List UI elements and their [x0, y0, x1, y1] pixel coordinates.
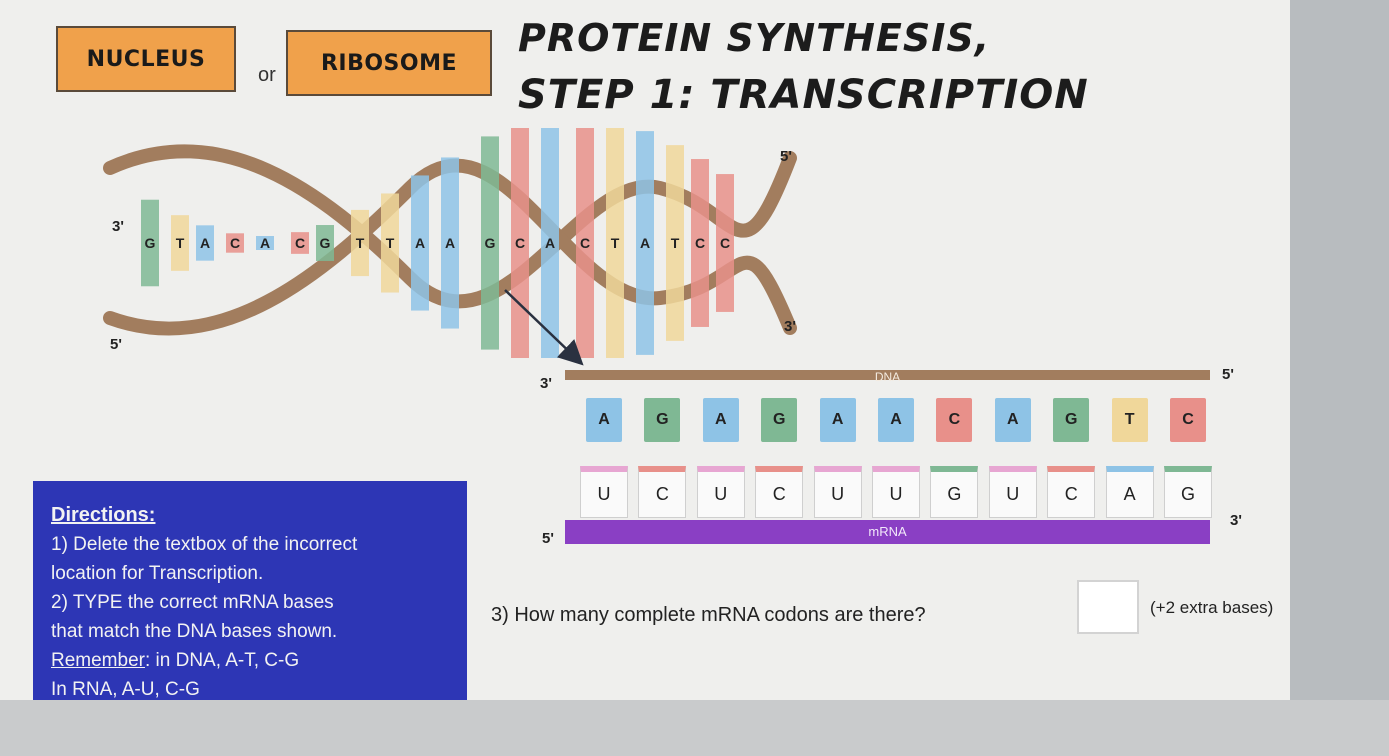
dna-base: G: [644, 398, 680, 442]
mrna-base-input[interactable]: A: [1106, 466, 1154, 518]
helix-right-top-end: 5': [780, 148, 792, 165]
dna-base: G: [761, 398, 797, 442]
helix-base-letter: A: [199, 235, 211, 251]
page-title-line1: PROTEIN SYNTHESIS,: [518, 16, 991, 60]
dna-label: DNA: [874, 370, 901, 384]
helix-base-letter: T: [385, 235, 395, 251]
mrna-base-input[interactable]: C: [1047, 466, 1095, 518]
helix-base-letter: A: [444, 235, 456, 251]
helix-base-letter: T: [355, 235, 365, 251]
extra-bases-note: (+2 extra bases): [1150, 598, 1274, 617]
nucleus-textbox[interactable]: NUCLEUS: [56, 26, 236, 92]
mrna-base-input[interactable]: U: [580, 466, 628, 518]
dna-base: A: [878, 398, 914, 442]
mrna-end-left: 5': [542, 530, 554, 547]
directions-rna-rule: In RNA, A-U, C-G: [51, 679, 200, 700]
dna-base: C: [936, 398, 972, 442]
helix-base-letter: A: [259, 235, 271, 251]
directions-step2a: 2) TYPE the correct mRNA bases: [51, 592, 334, 613]
dna-base: A: [586, 398, 622, 442]
dna-base: A: [820, 398, 856, 442]
mrna-end-right: 3': [1230, 512, 1242, 529]
helix-base-letter: A: [639, 235, 651, 251]
helix-base-letter: T: [610, 235, 620, 251]
helix-base-letter: C: [514, 235, 526, 251]
helix-base-letter: C: [694, 235, 706, 251]
helix-base-letter: T: [670, 235, 680, 251]
dna-base: A: [703, 398, 739, 442]
screen-margin-bottom: [0, 700, 1389, 756]
helix-base-letter: C: [719, 235, 731, 251]
helix-base-letter: C: [229, 235, 241, 251]
dna-end-right: 5': [1222, 366, 1234, 383]
directions-panel: [33, 481, 467, 708]
directions-step2b: that match the DNA bases shown.: [51, 621, 338, 642]
directions-heading: Directions:: [51, 504, 156, 526]
or-label: or: [258, 64, 276, 86]
ribosome-textbox[interactable]: RIBOSOME: [286, 30, 492, 96]
helix-base-letter: T: [175, 235, 185, 251]
mrna-strand-bar: [565, 520, 1210, 544]
helix-left-bottom-end: 5': [110, 336, 122, 353]
dna-double-helix-diagram: [100, 128, 820, 358]
remember-text: : in DNA, A-T, C-G: [144, 650, 300, 671]
mrna-base-input[interactable]: U: [872, 466, 920, 518]
helix-left-top-end: 3': [112, 218, 124, 235]
mrna-base-input[interactable]: U: [989, 466, 1037, 518]
directions-step1a: 1) Delete the textbox of the incorrect: [51, 534, 358, 555]
screen-margin-right: [1290, 0, 1389, 756]
helix-base-letter: G: [484, 235, 496, 251]
directions-step1b: location for Transcription.: [51, 563, 264, 584]
helix-base-letter: G: [144, 235, 156, 251]
mrna-base-input[interactable]: U: [697, 466, 745, 518]
dna-end-left: 3': [540, 375, 552, 392]
helix-base-letter: C: [579, 235, 591, 251]
mrna-base-input[interactable]: G: [1164, 466, 1212, 518]
helix-base-letter: C: [294, 235, 306, 251]
directions-remember: [51, 646, 449, 675]
dna-base: T: [1112, 398, 1148, 442]
mrna-base-input[interactable]: U: [814, 466, 862, 518]
codon-answer-field[interactable]: [1077, 580, 1139, 634]
dna-base: G: [1053, 398, 1089, 442]
codon-question: 3) How many complete mRNA codons are there?: [491, 604, 926, 626]
mrna-base-input[interactable]: C: [638, 466, 686, 518]
dna-strand-bar: [565, 370, 1210, 384]
helix-base-letter: G: [319, 235, 331, 251]
mrna-base-input[interactable]: G: [930, 466, 978, 518]
helix-base-letter: A: [544, 235, 556, 251]
dna-base: C: [1170, 398, 1206, 442]
page-title-line2: STEP 1: TRANSCRIPTION: [518, 72, 1089, 118]
mrna-base-input[interactable]: C: [755, 466, 803, 518]
helix-right-bottom-end: 3': [784, 318, 796, 335]
remember-label: Remember: [51, 650, 145, 671]
mrna-label: mRNA: [868, 524, 907, 539]
helix-base-letter: A: [414, 235, 426, 251]
dna-base: A: [995, 398, 1031, 442]
